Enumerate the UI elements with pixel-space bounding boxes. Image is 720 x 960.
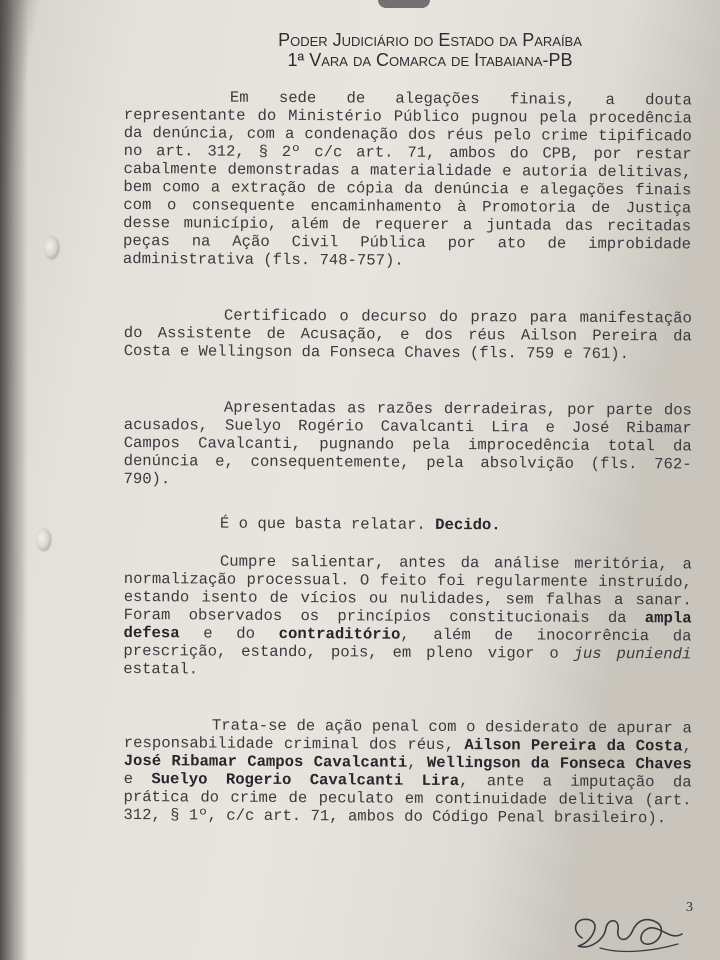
paragraph-procedural-regularity <box>123 552 692 681</box>
document-header <box>200 30 660 70</box>
paragraph-criminal-action <box>123 716 692 827</box>
header-court-name: Poder Judiciário do Estado da Paraíba <box>278 30 582 50</box>
text-segment: , além de inocorrência da prescrição, estando, pois, em pleno vigor o <box>123 625 692 663</box>
decision-word: Decido. <box>435 515 501 535</box>
page-edge-shadow <box>0 0 28 960</box>
paragraph-certification: Certificado o decurso do prazo para manifestação do Assistente de Acusação, e dos réus Ailson Pereira da Costa e Wellingson da Fonseca Chaves (fls. 759 e 761). <box>123 306 692 364</box>
defendant-name: Suelyo Rogerio Cavalcanti Lira <box>151 770 460 791</box>
text-segment: e <box>123 769 152 789</box>
binder-hole <box>36 528 50 550</box>
text-segment: e do <box>179 624 279 643</box>
handwritten-signature <box>560 900 710 960</box>
page-number: 3 <box>686 900 693 915</box>
decision-intro: É o que basta relatar. <box>219 514 436 534</box>
paragraph-defense-reasons: Apresentadas as razões derradeiras, por parte dos acusados, Suelyo Rogério Cavalcanti Lira e José Ribamar Campos Cavalcanti, pugnando pela improcedência total da denúncia e, consequentemente, pela absolvição (fls. 762-790). <box>123 398 692 489</box>
bold-contraditorio: contraditório <box>278 624 401 644</box>
defendant-name: Wellingson da Fonseca Chaves <box>426 753 692 774</box>
text-segment: Trata-se de ação penal com o desiderato de apurar a responsabilidade criminal dos réus, <box>123 716 692 755</box>
defendant-name: José Ribamar Campos Cavalcanti <box>123 751 408 772</box>
paragraph-final-allegations: Em sede de alegações finais, a douta representante do Ministério Público pugnou pela procedência da denúncia, com a condenação dos réus pelo crime tipificado no art. 312, § 2º c/c art. 71, ambos do CPB, por restar cabalmente demonstradas a materialidade e autoria delitivas, bem como a extração de cópia da denúncia e alegações finais com o consequente encaminhamento à Promotoria de Justiça desse município, além de requerer a juntada das recitadas peças na Ação Civil Pública por ato de improbidade administrativa (fls. 748-757). <box>122 88 692 270</box>
italic-jus-puniendi: jus puniendi <box>573 644 692 664</box>
binder-hole <box>44 236 58 258</box>
text-segment: , ante a imputação da prática do crime de peculato em continuidade delitiva (art. 312, § 1º, c/c art. 71, ambos do Código Penal brasileiro). <box>123 772 692 828</box>
bold-ampla-defesa: ampla defesa <box>123 609 692 643</box>
text-segment: , <box>407 753 427 772</box>
paragraph-decision <box>124 514 692 535</box>
text-segment: Cumpre salientar, antes da análise meritória, a normalização processual. O feito foi regularmente instruído, estando isento de vícios ou nulidades, sem falhas a sanar. Foram observados os princípios constitucionais da <box>123 552 692 628</box>
header-court-division: 1ª Vara da Comarca de Itabaiana-PB <box>287 50 573 70</box>
defendant-name: Ailson Pereira da Costa <box>464 736 683 756</box>
text-segment: , <box>682 737 692 756</box>
text-segment: estatal. <box>123 659 199 679</box>
coat-of-arms-fragment <box>378 0 430 8</box>
